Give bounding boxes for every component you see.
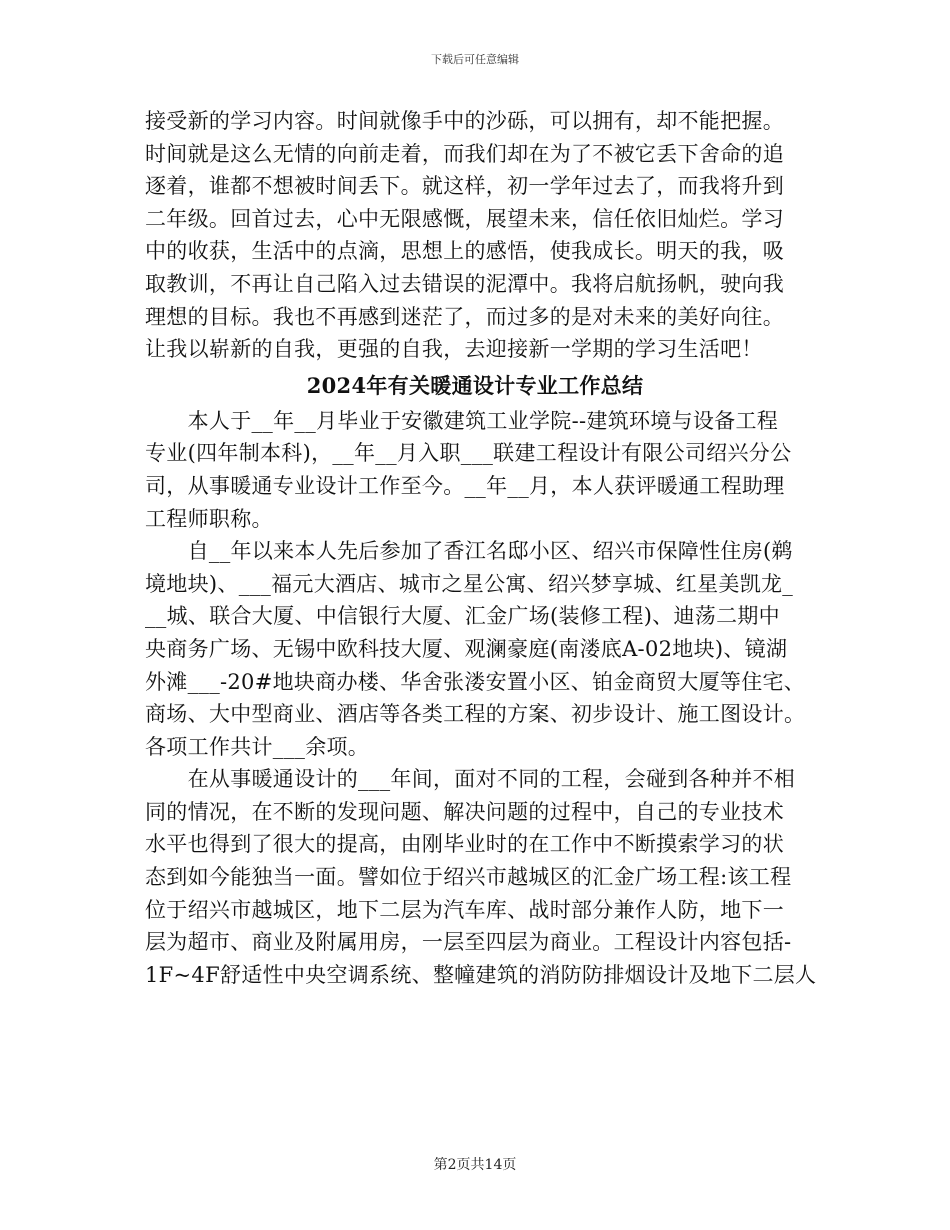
text-line: 二年级。回首过去，心中无限感慨，展望未来，信任依旧灿烂。学习: [145, 206, 784, 231]
paragraph-projects: [145, 535, 805, 763]
download-note-header: 下载后可任意编辑: [431, 53, 519, 66]
text-line: 1F~4F舒适性中央空调系统、整幢建筑的消防防排烟设计及地下二层人: [145, 962, 817, 987]
text-line: 自__年以来本人先后参加了香江名邸小区、绍兴市保障性住房(鹈: [145, 539, 793, 564]
text-line: 位于绍兴市越城区，地下二层为汽车库、战时部分兼作人防，地下一: [145, 897, 784, 922]
text-line: 同的情况，在不断的发现问题、解决问题的过程中，自己的专业技术: [145, 799, 784, 824]
text-line: 理想的目标。我也不再感到迷茫了，而过多的是对未来的美好向往。: [145, 304, 784, 329]
document-title: 2024年有关暖通设计专业工作总结: [306, 372, 644, 398]
text-line: 央商务广场、无锡中欧科技大厦、观澜豪庭(南溇底A-02地块)、镜湖: [145, 636, 788, 661]
paragraph-graduation: [145, 405, 805, 535]
text-line: 本人于__年__月毕业于安徽建筑工业学院--建筑环境与设备工程: [145, 408, 779, 433]
text-line: 外滩___-20#地块商办楼、华舍张溇安置小区、铂金商贸大厦等住宅、: [145, 669, 806, 694]
previous-paragraph: [145, 105, 805, 366]
text-line: 司，从事暖通专业设计工作至今。__年__月，本人获评暖通工程助理: [145, 473, 785, 498]
text-line: 接受新的学习内容。时间就像手中的沙砾，可以拥有，却不能把握。: [145, 109, 784, 133]
text-line: 各项工作共计___余项。: [145, 734, 370, 759]
text-line: 水平也得到了很大的提高，由刚毕业时的在工作中不断摸索学习的状: [145, 832, 784, 857]
text-line: 让我以崭新的自我，更强的自我，去迎接新一学期的学习生活吧！: [145, 337, 763, 362]
text-line: 中的收获，生活中的点滴，思想上的感悟，使我成长。明天的我，吸: [145, 239, 784, 264]
paragraph-experience: [145, 763, 817, 991]
text-line: 时间就是这么无情的向前走着，而我们却在为了不被它丢下舍命的追: [145, 141, 784, 166]
document-body: [145, 105, 817, 991]
text-line: 工程师职称。: [145, 506, 273, 531]
text-line: 在从事暖通设计的___年间，面对不同的工程，会碰到各种并不相: [145, 767, 796, 792]
text-line: 逐着，谁都不想被时间丢下。就这样，初一学年过去了，而我将升到: [145, 174, 784, 199]
text-line: 境地块)、___福元大酒店、城市之星公寓、绍兴梦享城、红星美凯龙_: [145, 571, 794, 596]
text-line: 态到如今能独当一面。譬如位于绍兴市越城区的汇金广场工程:该工程: [145, 865, 792, 890]
page-number-footer: 第2页共14页: [433, 1157, 517, 1173]
text-line: 专业(四年制本科)，__年__月入职___联建工程设计有限公司绍兴分公: [145, 441, 792, 466]
text-line: 取教训，不再让自己陷入过去错误的泥潭中。我将启航扬帆，驶向我: [145, 271, 784, 296]
text-line: __城、联合大厦、中信银行大厦、汇金广场(装修工程)、迪荡二期中: [145, 604, 780, 629]
text-line: 商场、大中型商业、酒店等各类工程的方案、初步设计、施工图设计。: [145, 702, 806, 727]
text-line: 层为超市、商业及附属用房，一层至四层为商业。工程设计内容包括-: [145, 930, 792, 955]
